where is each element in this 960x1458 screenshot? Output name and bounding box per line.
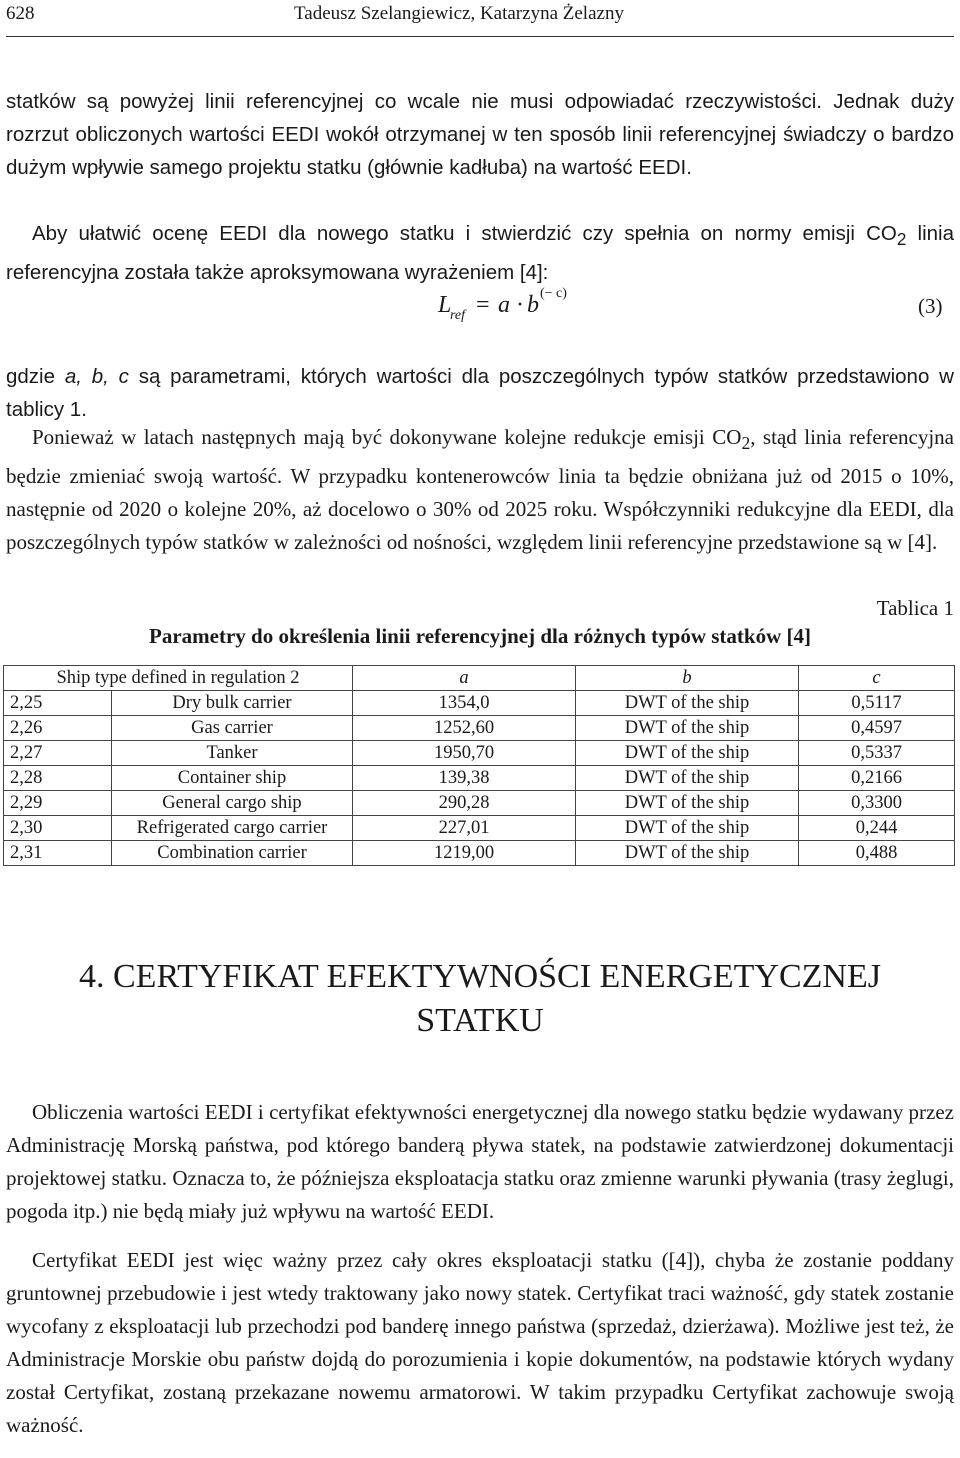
cell-a: 227,01 (353, 816, 576, 841)
cell-a: 139,38 (353, 766, 576, 791)
paragraph-4 (6, 421, 954, 559)
cell-code: 2,25 (4, 691, 112, 716)
table-caption: Parametry do określenia linii referencyjnej dla różnych typów statków [4] (149, 624, 811, 648)
table-row (4, 791, 955, 816)
paragraph-3-vars: a, b, c (64, 365, 129, 388)
cell-b: DWT of the ship (576, 791, 799, 816)
paragraph-5: Obliczenia wartości EEDI i certyfikat efektywności energetycznej dla nowego statku będzie wydawany przez Administrację Morską państwa, pod którego banderą pływa statek, na podstawie zatwierdzonej dokumentacji projektowej statku. Oznacza to, że późniejsza eksploatacja statku oraz zmienne warunki pływania (trasy żeglugi, pogoda itp.) nie będą miały już wpływu na wartość EEDI. (6, 1100, 954, 1223)
cell-code: 2,27 (4, 741, 112, 766)
cell-code: 2,29 (4, 791, 112, 816)
header-a: a (353, 666, 576, 691)
cell-b: DWT of the ship (576, 741, 799, 766)
table-row (4, 816, 955, 841)
paragraph-4-a: Ponieważ w latach następnych mają być dokonywane kolejne redukcje emisji CO (32, 425, 742, 449)
cell-b: DWT of the ship (576, 716, 799, 741)
table-row (4, 691, 955, 716)
section-heading-line-1: 4. CERTYFIKAT EFEKTYWNOŚCI ENERGETYCZNEJ (79, 958, 881, 995)
table-row (4, 716, 955, 741)
equation-a: a (498, 292, 510, 318)
paragraph-2-text: Aby ułatwić ocenę EEDI dla nowego statku i stwierdzić czy spełnia on normy emisji CO (32, 222, 897, 245)
cell-type: Dry bulk carrier (112, 691, 353, 716)
cell-c: 0,244 (799, 816, 955, 841)
cell-type: Tanker (112, 741, 353, 766)
header-divider (6, 36, 954, 37)
cell-c: 0,3300 (799, 791, 955, 816)
cell-type: Container ship (112, 766, 353, 791)
paragraph-6: Certyfikat EEDI jest więc ważny przez cały okres eksploatacji statku ([4]), chyba że zostanie poddany gruntownej przebudowie i jest wtedy traktowany jako nowy statek. Certyfikat traci ważność, gdy statek zostanie wycofany z eksploatacji lub przechodzi pod banderę innego państwa (sprzedaż, dzierżawa). Możliwe jest też, że Administracje Morskie obu państw dojdą do porozumienia i kopie dokumentów, na podstawie których wydany został Certyfikat, zostaną przekazane nowemu armatorowi. W takim przypadku Certyfikat zachowuje swoją ważność. (6, 1248, 954, 1437)
running-header (6, 2, 954, 28)
table-row (4, 841, 955, 866)
cell-type: Combination carrier (112, 841, 353, 866)
paragraph-2 (6, 217, 954, 289)
cell-a: 1219,00 (353, 841, 576, 866)
cell-c: 0,5337 (799, 741, 955, 766)
paragraph-4-b: , stąd linia referencyjna będzie zmieniać swoją wartość. W przypadku kontenerowców linia ta będzie obniżana już od 2015 o 10%, następnie od 2020 o kolejne 20%, aż docelowo o 30% od 2025 roku. Współczynniki redukcyjne dla EEDI, dla poszczególnych typów statków w zależności od nośności, względem linii referencyjne przedstawione są w [4]. (6, 425, 955, 555)
equation-dot: · (516, 292, 524, 318)
cell-a: 1354,0 (353, 691, 576, 716)
section-heading-line-2: STATKU (416, 1002, 544, 1039)
cell-a: 1950,70 (353, 741, 576, 766)
header-c: c (799, 666, 955, 691)
cell-code: 2,28 (4, 766, 112, 791)
paragraph-1: statków są powyżej linii referencyjnej co wcale nie musi odpowiadać rzeczywistości. Jednak duży rozrzut obliczonych wartości EEDI wokół otrzymanej w ten sposób linii referencyjnej świadczy o bardzo dużym wpływie samego projektu statku (głównie kadłuba) na wartość EEDI. (6, 90, 954, 179)
cell-type: General cargo ship (112, 791, 353, 816)
paragraph-3 (6, 360, 954, 426)
cell-type: Refrigerated cargo carrier (112, 816, 353, 841)
paragraph-2-subscript: 2 (896, 230, 907, 250)
cell-a: 290,28 (353, 791, 576, 816)
cell-c: 0,488 (799, 841, 955, 866)
paragraph-4-subscript: 2 (741, 433, 751, 454)
header-b: b (576, 666, 799, 691)
cell-b: DWT of the ship (576, 766, 799, 791)
cell-c: 0,2166 (799, 766, 955, 791)
table-label: Tablica 1 (876, 596, 954, 620)
cell-b: DWT of the ship (576, 691, 799, 716)
table-row (4, 741, 955, 766)
cell-code: 2,31 (4, 841, 112, 866)
header-ship-type: Ship type defined in regulation 2 (4, 666, 353, 691)
cell-b: DWT of the ship (576, 816, 799, 841)
cell-b: DWT of the ship (576, 841, 799, 866)
cell-a: 1252,60 (353, 716, 576, 741)
paragraph-3-post: są parametrami, których wartości dla poszczególnych typów statków przedstawiono w tablicy 1. (6, 365, 954, 421)
cell-code: 2,26 (4, 716, 112, 741)
equation-equals: = (476, 292, 490, 318)
cell-type: Gas carrier (112, 716, 353, 741)
paragraph-2-tail: linia referencyjna została także aproksymowana wyrażeniem [4]: (6, 222, 954, 285)
equation-number: (3) (918, 294, 943, 318)
table-header-row (4, 666, 955, 691)
paragraph-3-pre: gdzie (6, 365, 65, 388)
cell-c: 0,5117 (799, 691, 955, 716)
equation-exponent: (− c) (540, 286, 567, 301)
equation-lhs: L (438, 292, 452, 318)
table-row (4, 766, 955, 791)
page-number: 628 (6, 3, 35, 24)
parameters-table (3, 665, 955, 866)
section-heading (0, 955, 960, 1043)
equation-lhs-subscript: ref (450, 308, 466, 323)
cell-code: 2,30 (4, 816, 112, 841)
equation-b: b (527, 292, 539, 318)
cell-c: 0,4597 (799, 716, 955, 741)
equation-3 (430, 286, 650, 332)
header-authors: Tadeusz Szelangiewicz, Katarzyna Żelazny (294, 3, 624, 24)
